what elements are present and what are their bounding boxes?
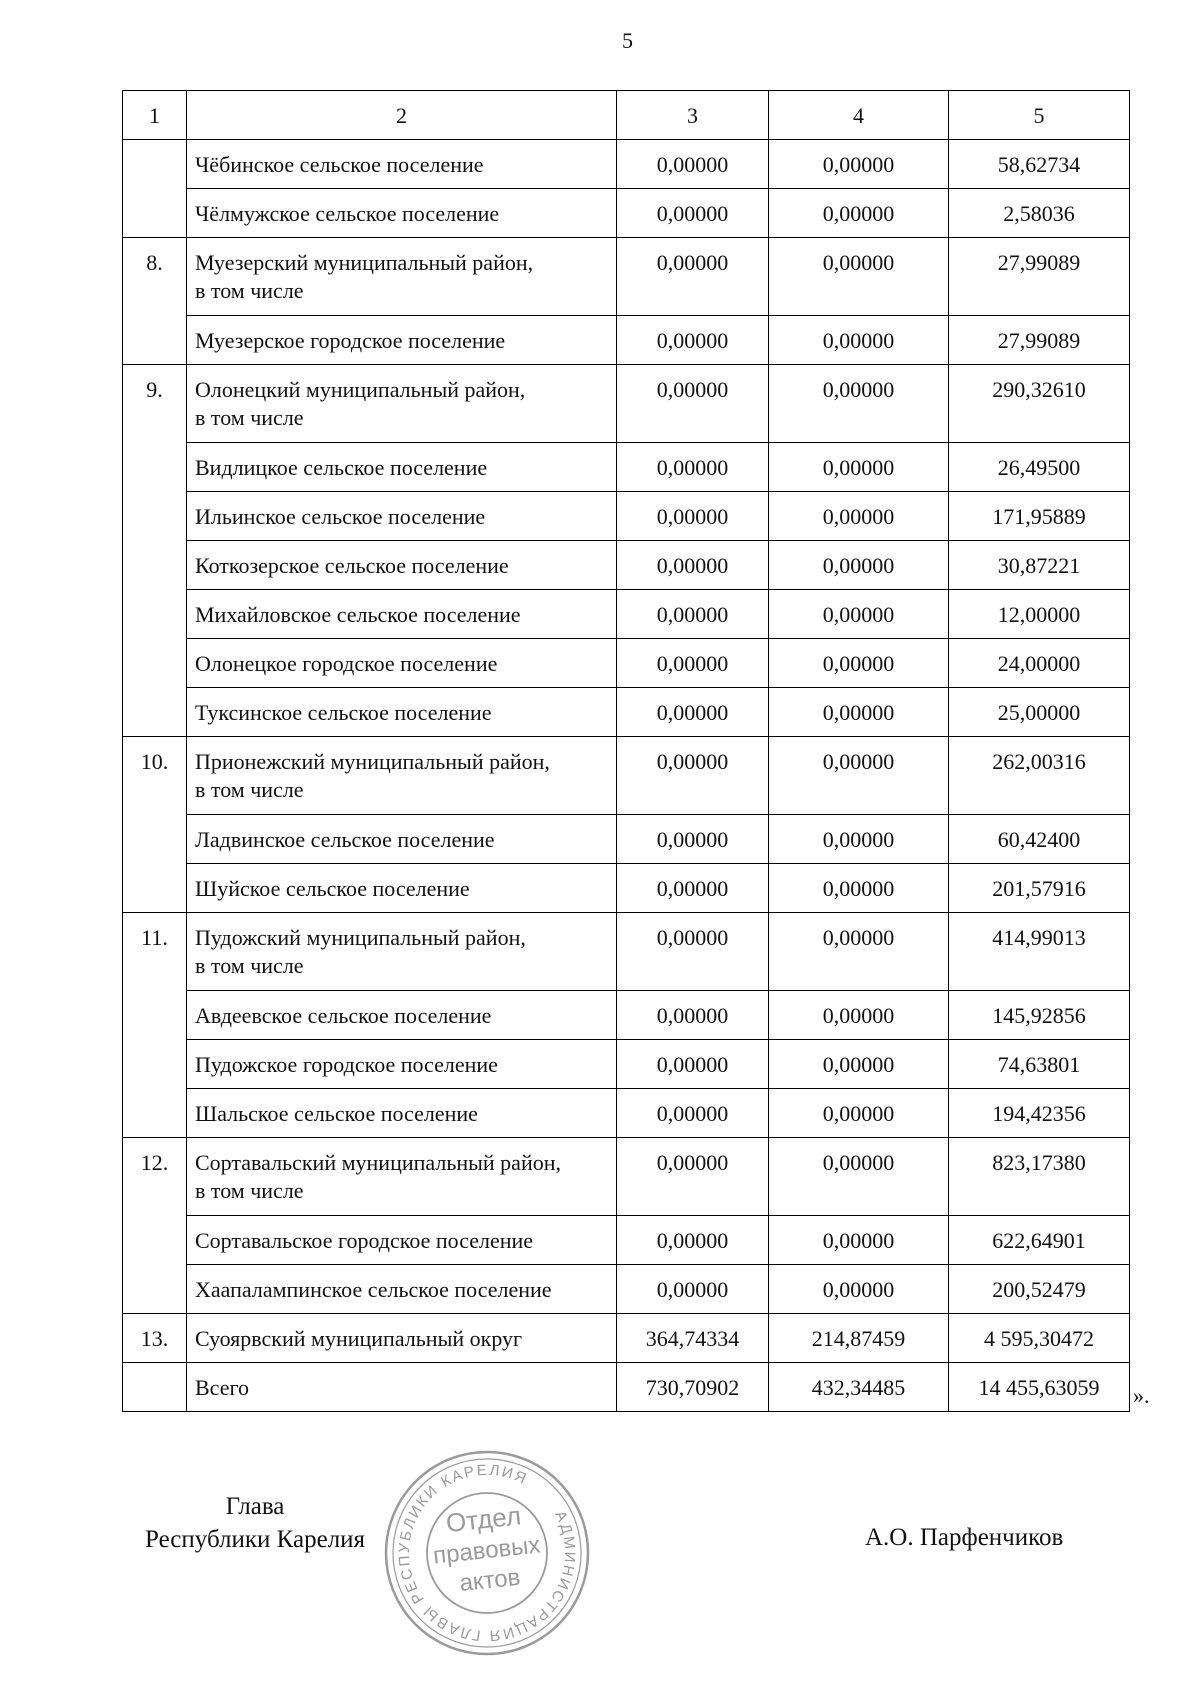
value-cell-c4: 0,00000 — [769, 737, 949, 815]
row-number-cell: 9. — [123, 365, 187, 737]
value-cell-c4: 0,00000 — [769, 688, 949, 737]
header-cell: 3 — [617, 91, 769, 140]
value-cell-c4: 0,00000 — [769, 365, 949, 443]
value-cell-c3: 0,00000 — [617, 316, 769, 365]
row-number-cell — [123, 1363, 187, 1412]
municipality-name-cell: Пудожский муниципальный район, в том числе — [187, 913, 617, 991]
municipality-name-cell: Суоярвский муниципальный округ — [187, 1314, 617, 1363]
value-cell-c5: 27,99089 — [949, 238, 1130, 316]
value-cell-c4: 0,00000 — [769, 316, 949, 365]
table-row — [123, 1363, 1130, 1412]
municipality-name-cell: Сортавальский муниципальный район, в том числе — [187, 1138, 617, 1216]
value-cell-c4: 0,00000 — [769, 1089, 949, 1138]
municipality-name-cell: Шальское сельское поселение — [187, 1089, 617, 1138]
stamp-line3: актов — [458, 1563, 522, 1597]
value-cell-c3: 0,00000 — [617, 991, 769, 1040]
value-cell-c4: 0,00000 — [769, 1138, 949, 1216]
table-row — [123, 1138, 1130, 1216]
table-row — [123, 913, 1130, 991]
data-table — [122, 90, 1130, 1412]
signatory-title-line1: Глава — [225, 1493, 285, 1520]
value-cell-c5: 4 595,30472 — [949, 1314, 1130, 1363]
value-cell-c5: 25,00000 — [949, 688, 1130, 737]
stamp-line2: правовых — [431, 1531, 542, 1570]
municipality-name-cell: Муезерский муниципальный район, в том числе — [187, 238, 617, 316]
value-cell-c3: 0,00000 — [617, 443, 769, 492]
table-row — [123, 1089, 1130, 1138]
value-cell-c5: 58,62734 — [949, 140, 1130, 189]
table-header-row — [123, 91, 1130, 140]
table-row — [123, 1314, 1130, 1363]
value-cell-c4: 0,00000 — [769, 815, 949, 864]
municipality-name-cell: Михайловское сельское поселение — [187, 590, 617, 639]
value-cell-c3: 0,00000 — [617, 1265, 769, 1314]
value-cell-c3: 0,00000 — [617, 238, 769, 316]
value-cell-c4: 0,00000 — [769, 238, 949, 316]
header-cell: 2 — [187, 91, 617, 140]
value-cell-c5: 24,00000 — [949, 639, 1130, 688]
table-row — [123, 864, 1130, 913]
value-cell-c5: 60,42400 — [949, 815, 1130, 864]
table-row — [123, 492, 1130, 541]
value-cell-c3: 0,00000 — [617, 492, 769, 541]
value-cell-c4: 0,00000 — [769, 1040, 949, 1089]
closing-quote: ». — [1133, 1383, 1150, 1408]
table-row — [123, 688, 1130, 737]
municipality-name-cell: Видлицкое сельское поселение — [187, 443, 617, 492]
value-cell-c4: 0,00000 — [769, 492, 949, 541]
value-cell-c4: 0,00000 — [769, 991, 949, 1040]
municipality-name-cell: Шуйское сельское поселение — [187, 864, 617, 913]
value-cell-c4: 0,00000 — [769, 1216, 949, 1265]
value-cell-c4: 0,00000 — [769, 541, 949, 590]
signatory-title-line2: Республики Карелия — [145, 1526, 366, 1553]
value-cell-c4: 0,00000 — [769, 1265, 949, 1314]
value-cell-c5: 74,63801 — [949, 1040, 1130, 1089]
municipality-name-cell: Пудожское городское поселение — [187, 1040, 617, 1089]
row-number-cell: 10. — [123, 737, 187, 913]
value-cell-c3: 0,00000 — [617, 189, 769, 238]
signatory-name: А.О. Парфенчиков — [865, 1524, 1064, 1551]
municipality-name-cell: Всего — [187, 1363, 617, 1412]
value-cell-c3: 0,00000 — [617, 1089, 769, 1138]
table-row — [123, 590, 1130, 639]
municipality-name-cell: Чёбинское сельское поселение — [187, 140, 617, 189]
value-cell-c4: 214,87459 — [769, 1314, 949, 1363]
value-cell-c5: 823,17380 — [949, 1138, 1130, 1216]
value-cell-c5: 201,57916 — [949, 864, 1130, 913]
value-cell-c5: 622,64901 — [949, 1216, 1130, 1265]
value-cell-c4: 0,00000 — [769, 443, 949, 492]
value-cell-c5: 414,99013 — [949, 913, 1130, 991]
municipality-name-cell: Коткозерское сельское поселение — [187, 541, 617, 590]
table-row — [123, 316, 1130, 365]
value-cell-c3: 0,00000 — [617, 864, 769, 913]
table-row — [123, 991, 1130, 1040]
municipality-name-cell: Чёлмужское сельское поселение — [187, 189, 617, 238]
table-row — [123, 815, 1130, 864]
municipality-name-cell: Олонецкий муниципальный район, в том числе — [187, 365, 617, 443]
table-row — [123, 365, 1130, 443]
value-cell-c3: 0,00000 — [617, 1216, 769, 1265]
value-cell-c3: 0,00000 — [617, 140, 769, 189]
value-cell-c4: 0,00000 — [769, 639, 949, 688]
value-cell-c3: 0,00000 — [617, 541, 769, 590]
value-cell-c5: 171,95889 — [949, 492, 1130, 541]
value-cell-c5: 290,32610 — [949, 365, 1130, 443]
signatory-title — [145, 1490, 365, 1556]
value-cell-c5: 26,49500 — [949, 443, 1130, 492]
value-cell-c3: 730,70902 — [617, 1363, 769, 1412]
municipality-name-cell: Муезерское городское поселение — [187, 316, 617, 365]
value-cell-c3: 0,00000 — [617, 1040, 769, 1089]
table-row — [123, 541, 1130, 590]
seal-stamp-icon — [382, 1448, 592, 1658]
municipality-name-cell: Авдеевское сельское поселение — [187, 991, 617, 1040]
row-number-cell — [123, 140, 187, 238]
stamp-ring-text: АДМИНИСТРАЦИЯ ГЛАВЫ РЕСПУБЛИКИ КАРЕЛИЯ — [395, 1461, 579, 1645]
value-cell-c5: 27,99089 — [949, 316, 1130, 365]
municipality-name-cell: Ладвинское сельское поселение — [187, 815, 617, 864]
table-row — [123, 238, 1130, 316]
table-row — [123, 140, 1130, 189]
stamp-line1: Отдел — [444, 1500, 523, 1539]
value-cell-c5: 194,42356 — [949, 1089, 1130, 1138]
row-number-cell: 8. — [123, 238, 187, 365]
header-cell: 5 — [949, 91, 1130, 140]
municipality-name-cell: Прионежский муниципальный район, в том числе — [187, 737, 617, 815]
row-number-cell: 12. — [123, 1138, 187, 1314]
seal-stamp — [382, 1448, 592, 1658]
table-row — [123, 189, 1130, 238]
municipality-name-cell: Олонецкое городское поселение — [187, 639, 617, 688]
value-cell-c5: 200,52479 — [949, 1265, 1130, 1314]
value-cell-c5: 2,58036 — [949, 189, 1130, 238]
value-cell-c3: 0,00000 — [617, 815, 769, 864]
value-cell-c5: 14 455,63059 — [949, 1363, 1130, 1412]
table-row — [123, 443, 1130, 492]
table-row — [123, 737, 1130, 815]
table-row — [123, 1040, 1130, 1089]
table-row — [123, 1265, 1130, 1314]
value-cell-c4: 432,34485 — [769, 1363, 949, 1412]
value-cell-c3: 0,00000 — [617, 365, 769, 443]
value-cell-c3: 0,00000 — [617, 737, 769, 815]
page-number: 5 — [622, 28, 633, 53]
value-cell-c3: 0,00000 — [617, 639, 769, 688]
value-cell-c3: 0,00000 — [617, 1138, 769, 1216]
value-cell-c5: 145,92856 — [949, 991, 1130, 1040]
municipality-name-cell: Ильинское сельское поселение — [187, 492, 617, 541]
row-number-cell: 13. — [123, 1314, 187, 1363]
table-row — [123, 1216, 1130, 1265]
value-cell-c4: 0,00000 — [769, 189, 949, 238]
header-cell: 4 — [769, 91, 949, 140]
value-cell-c3: 364,74334 — [617, 1314, 769, 1363]
municipality-name-cell: Туксинское сельское поселение — [187, 688, 617, 737]
value-cell-c5: 12,00000 — [949, 590, 1130, 639]
value-cell-c4: 0,00000 — [769, 590, 949, 639]
header-cell: 1 — [123, 91, 187, 140]
municipality-name-cell: Хаапалампинское сельское поселение — [187, 1265, 617, 1314]
value-cell-c3: 0,00000 — [617, 688, 769, 737]
value-cell-c5: 262,00316 — [949, 737, 1130, 815]
value-cell-c4: 0,00000 — [769, 140, 949, 189]
table-row — [123, 639, 1130, 688]
municipality-name-cell: Сортавальское городское поселение — [187, 1216, 617, 1265]
value-cell-c3: 0,00000 — [617, 590, 769, 639]
value-cell-c4: 0,00000 — [769, 913, 949, 991]
value-cell-c4: 0,00000 — [769, 864, 949, 913]
value-cell-c3: 0,00000 — [617, 913, 769, 991]
row-number-cell: 11. — [123, 913, 187, 1138]
value-cell-c5: 30,87221 — [949, 541, 1130, 590]
